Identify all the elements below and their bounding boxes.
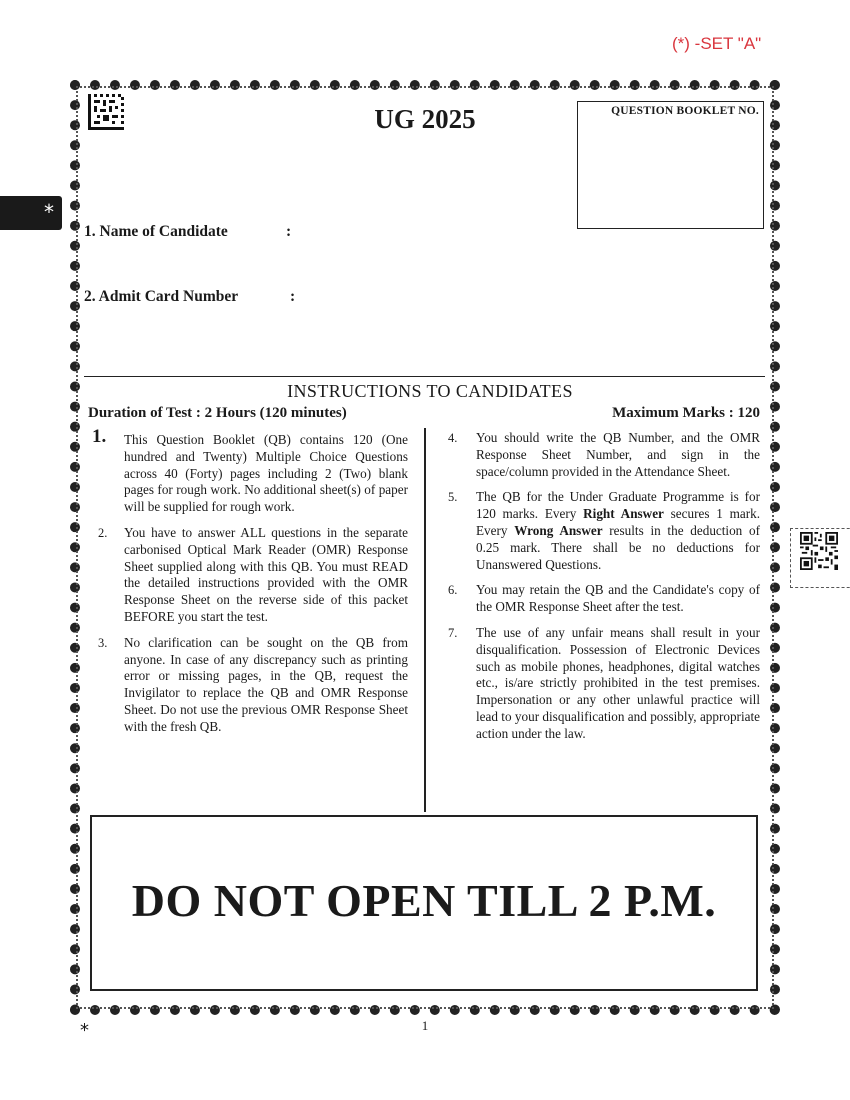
- instruction-text-part: The QB for the Under Graduate Programme is for 120 marks. Every: [476, 489, 760, 522]
- column-divider: [424, 428, 426, 812]
- footer-star: *: [80, 1020, 89, 1041]
- page-number: 1: [421, 1018, 429, 1033]
- instruction-number: 4.: [448, 431, 458, 445]
- datamatrix-code-icon: [88, 94, 124, 130]
- question-booklet-number-box: [577, 101, 764, 229]
- exam-title: UG 2025: [374, 104, 476, 134]
- instruction-item-4: [440, 430, 760, 480]
- instruction-number: 3.: [98, 635, 108, 650]
- admit-card-field: [84, 288, 296, 306]
- candidate-name-field: [84, 223, 292, 241]
- instruction-text: No clarification can be sought on the QB from anyone. In case of any discrepancy such as printing error or missing pages, in the QB, request the Invigilator to replace the QB and OMR Response Sheet. Do not use the previous OMR Response Sheet with the fresh QB.: [124, 634, 408, 734]
- qr-code-icon: [800, 532, 838, 570]
- instruction-text: You have to answer ALL questions in the separate carbonised Optical Mark Reader (OMR) Response Sheet supplied along with this QB. You must READ the detailed instructions provided with the OMR Response Sheet on the reverse side of this packet BEFORE you start the test.: [124, 524, 408, 624]
- section-divider: [84, 376, 765, 377]
- instruction-text: The use of any unfair means shall result in your disqualification. Possession of Electronic Devices such as mobile phones, headphones, digital watches etc., is/are strictly prohibited in the test premises. Impersonation or any other unlawful practice will lead to your disqualification and possibly, appropriate action under the law.: [476, 624, 760, 741]
- instructions-left-column: [90, 426, 408, 745]
- wrong-answer-emphasis: Wrong Answer: [514, 522, 603, 538]
- do-not-open-warning: DO NOT OPEN TILL 2 P.M.: [131, 875, 717, 926]
- booklet-number-label: QUESTION BOOKLET NO.: [611, 105, 759, 117]
- admit-card-label: 2. Admit Card Number: [84, 288, 239, 305]
- set-label: (*) -SET "A": [672, 34, 762, 53]
- instruction-item-1: [90, 426, 408, 516]
- instruction-text: This Question Booklet (QB) contains 120 (One hundred and Twenty) Multiple Choice Questions across 40 (Forty) pages including 2 (Two) blank pages for rough work. No additional sheet(s) of paper will be supplied for rough work.: [124, 432, 408, 515]
- instruction-item-2: [90, 525, 408, 626]
- right-answer-emphasis: Right Answer: [583, 506, 664, 522]
- side-tab-marker: [0, 196, 62, 230]
- instruction-item-6: [440, 582, 760, 616]
- instruction-text-part: secures 1 mark. Every: [476, 506, 761, 538]
- instruction-item-7: [440, 625, 760, 743]
- instruction-item-3: [90, 635, 408, 736]
- test-duration: Duration of Test : 2 Hours (120 minutes): [88, 405, 347, 421]
- instruction-text: You should write the QB Number, and the OMR Response Sheet Number, and sign in the space/column provided in the Attendance Sheet.: [476, 430, 760, 479]
- instructions-heading: INSTRUCTIONS TO CANDIDATES: [287, 381, 573, 401]
- instruction-item-5: [440, 489, 760, 573]
- candidate-name-label: 1. Name of Candidate: [84, 223, 228, 240]
- candidate-name-colon: :: [286, 223, 292, 240]
- instruction-number: 6.: [448, 583, 458, 598]
- maximum-marks: Maximum Marks : 120: [612, 405, 760, 421]
- instructions-right-column: [440, 430, 760, 752]
- instruction-number: 5.: [448, 490, 458, 505]
- instruction-number: 1.: [92, 426, 107, 447]
- instruction-number: 7.: [448, 625, 458, 640]
- instruction-number: 2.: [98, 525, 108, 540]
- admit-card-colon: :: [290, 288, 296, 305]
- instruction-text-part: results in the deduction of 0.25 mark. There shall be no deductions for Unanswered Questions.: [476, 522, 760, 572]
- side-tab-star: *: [44, 200, 54, 224]
- instruction-text: You may retain the QB and the Candidate's copy of the OMR Response Sheet after the test.: [476, 582, 760, 615]
